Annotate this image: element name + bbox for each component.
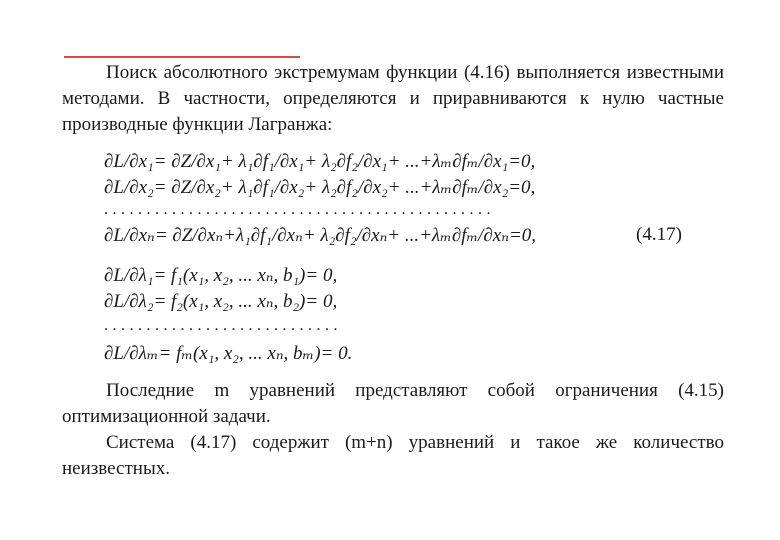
equation-ellipsis-row-2: ............................ [104,317,342,334]
decorative-red-rule [64,56,300,58]
constraints-paragraph [62,378,724,430]
intro-paragraph-text: Поиск абсолютного экстремумам функции (4.16) выполняется известными методами. В частности, определяются и приравниваются к нулю частные производные функции Лагранжа: [62,62,724,135]
equation-5: ∂L/∂λ₂= f₂(x₁, x₂, ... xₙ, b₂)= 0, [104,291,338,312]
equation-number: (4.17) [636,224,682,245]
equation-6: ∂L/∂λₘ= fₘ(x₁, x₂, ... xₙ, bₘ)= 0. [104,343,353,364]
equation-2: ∂L/∂x₂= ∂Z/∂x₂+ λ₁∂f₁/∂x₂+ λ₂∂f₂/∂x₂+ ...+λₘ∂fₘ/∂x₂=0, [104,177,536,198]
system-paragraph [62,430,724,482]
constraints-paragraph-text: Последние m уравнений представляют собой ограничения (4.15) оптимизационной задачи. [62,380,724,427]
equation-4: ∂L/∂λ₁= f₁(x₁, x₂, ... xₙ, b₁)= 0, [104,265,338,286]
equation-3: ∂L/∂xₙ= ∂Z/∂xₙ+λ₁∂f₁/∂xₙ+ λ₂∂f₂/∂xₙ+ ...+λₘ∂fₘ/∂xₙ=0, [104,225,537,246]
system-paragraph-text: Система (4.17) содержит (m+n) уравнений и такое же количество неизвестных. [62,432,724,479]
equation-ellipsis-row-1: .............................................. [104,201,495,218]
intro-paragraph [62,60,724,138]
equation-1: ∂L/∂x₁= ∂Z/∂x₁+ λ₁∂f₁/∂x₁+ λ₂∂f₂/∂x₁+ ...+λₘ∂fₘ/∂x₁=0, [104,151,536,172]
